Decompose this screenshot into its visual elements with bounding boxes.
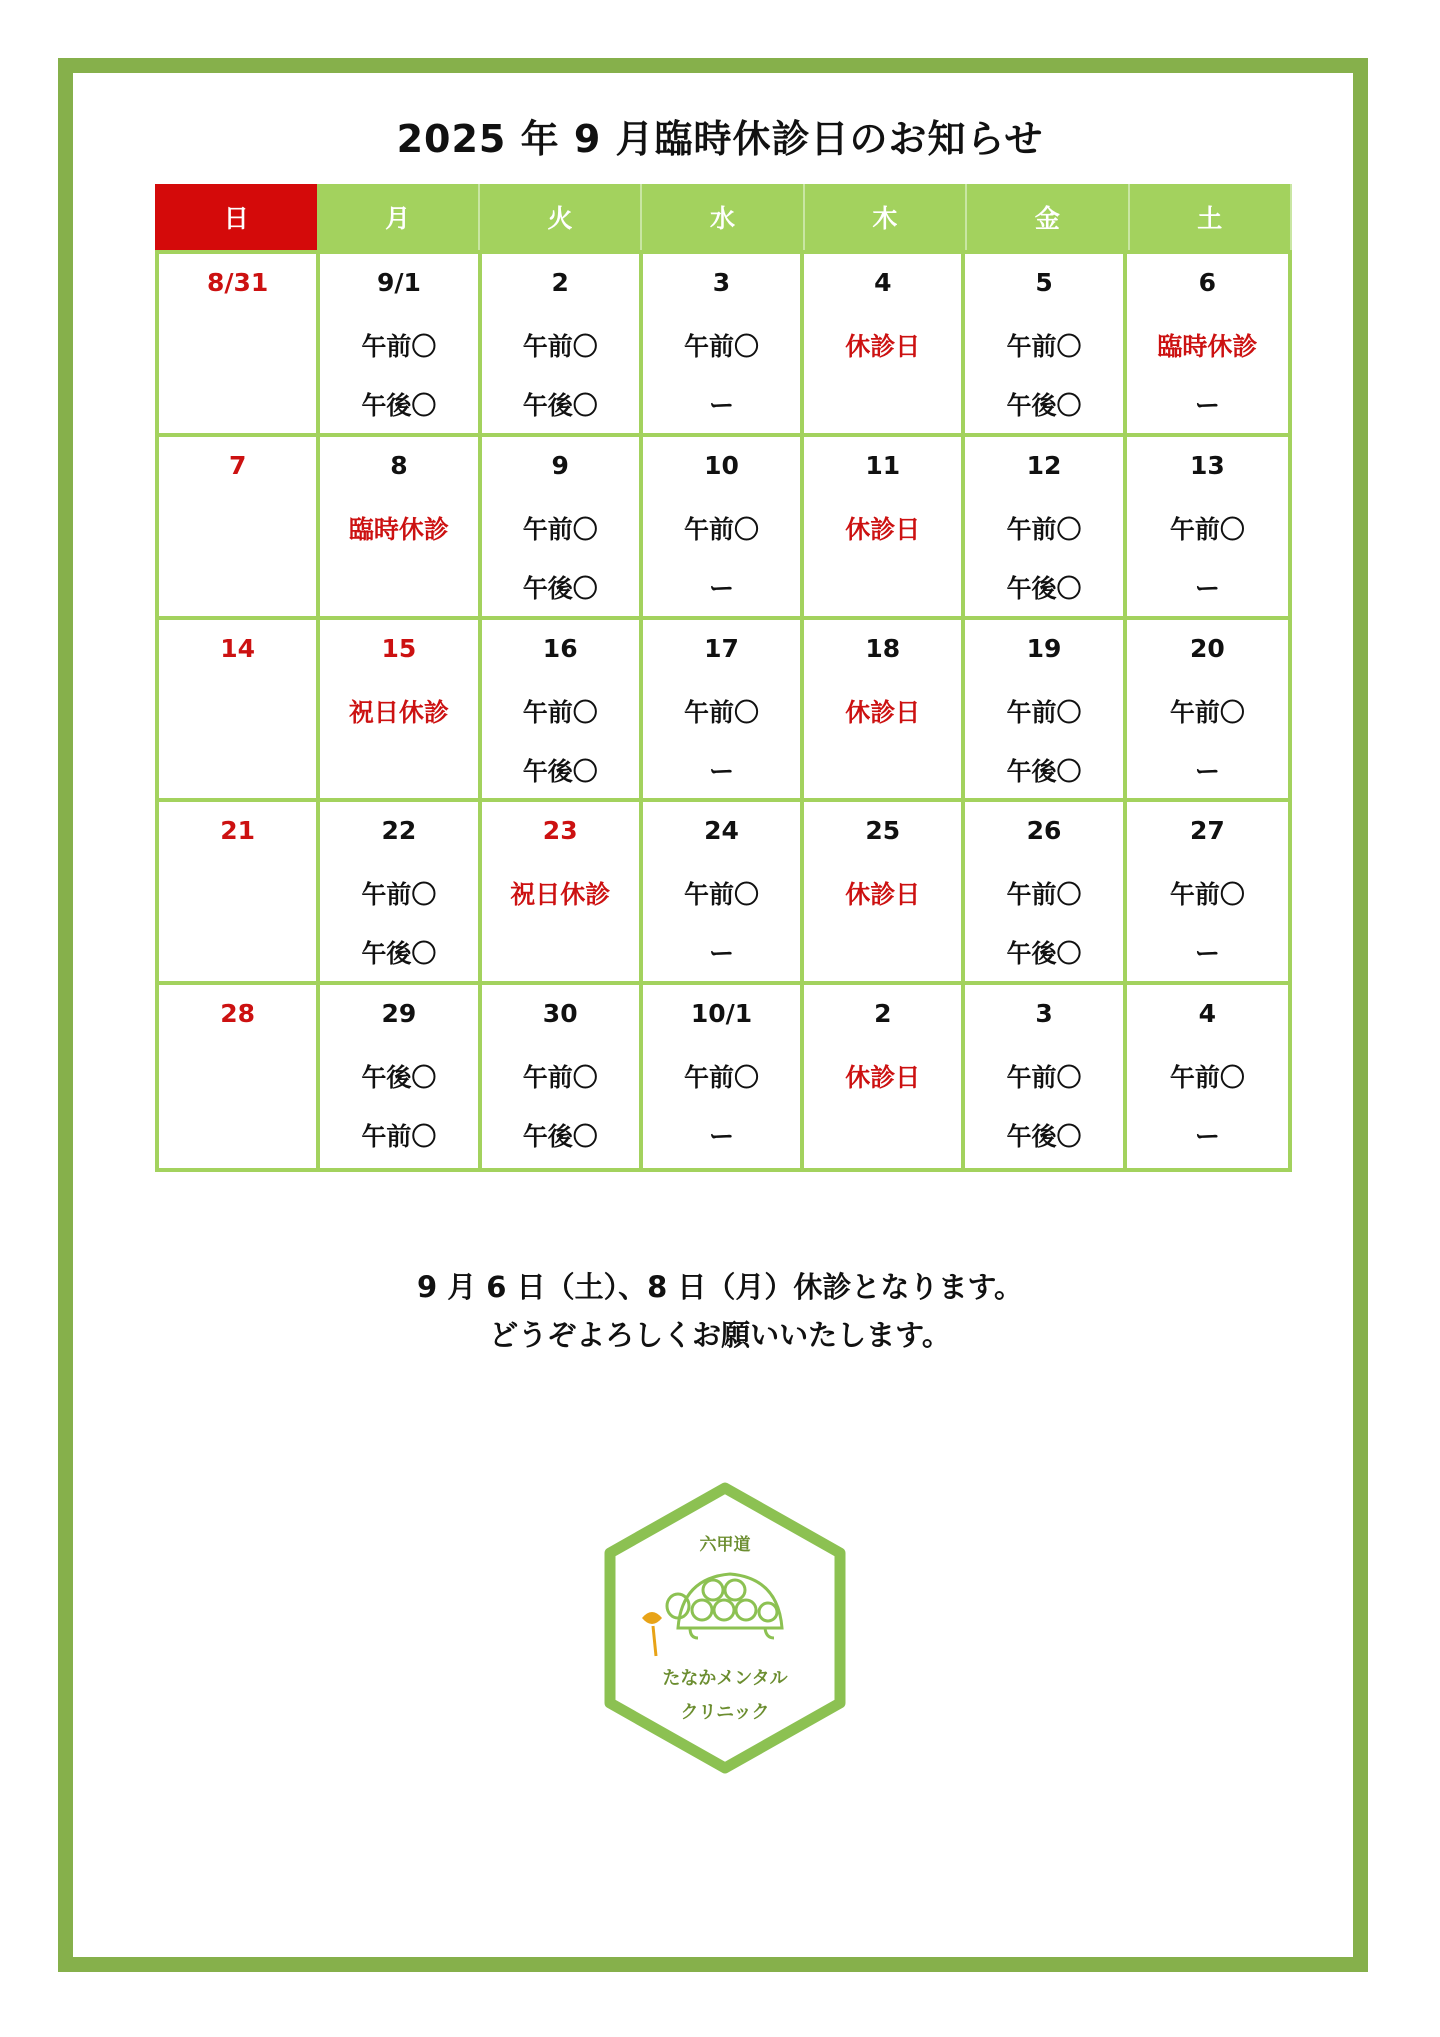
weekday-4: 木	[805, 184, 967, 250]
day-cell	[159, 437, 320, 620]
day-status: 午前〇	[1006, 880, 1082, 910]
day-date: 14	[220, 633, 256, 663]
day-cell	[1127, 437, 1288, 620]
day-status: 午前〇	[1169, 514, 1245, 544]
day-date: 2	[551, 268, 569, 297]
day-date: 16	[542, 633, 578, 663]
day-date: 18	[865, 633, 901, 663]
day-cell	[482, 254, 643, 437]
day-status: 午後〇	[522, 756, 598, 786]
clinic-logo	[590, 1478, 860, 1778]
day-date: 22	[381, 816, 417, 846]
day-cell	[965, 620, 1126, 803]
weekday-1: 月	[317, 184, 479, 250]
day-status: 休診日	[845, 880, 921, 910]
day-date: 30	[542, 999, 578, 1029]
day-date: 23	[542, 816, 578, 846]
day-status: 午後〇	[1006, 1122, 1082, 1152]
day-date: 27	[1189, 816, 1225, 846]
day-date: 8/31	[206, 268, 269, 297]
day-status: 午前〇	[683, 332, 759, 361]
day-date: 19	[1026, 633, 1062, 663]
day-status: 休診日	[845, 514, 921, 544]
day-date: 6	[1198, 268, 1217, 297]
day-cell	[482, 437, 643, 620]
day-date: 17	[704, 633, 739, 663]
day-cell	[804, 437, 965, 620]
day-status: 午前〇	[522, 514, 598, 544]
day-cell	[965, 254, 1126, 437]
weekday-2: 火	[480, 184, 642, 250]
day-status: 祝日休診	[510, 880, 611, 910]
day-cell	[643, 254, 804, 437]
logo-top-text: 六甲道	[699, 1535, 751, 1555]
day-status: 午前〇	[1006, 514, 1082, 544]
day-status: 午後〇	[1006, 573, 1082, 603]
day-status: ー	[1194, 756, 1220, 786]
day-status: 午前〇	[522, 1063, 598, 1093]
day-date: 15	[381, 633, 417, 663]
notice-line-2: どうぞよろしくお願いいたします。	[489, 1318, 951, 1352]
day-status: 午前〇	[683, 697, 759, 727]
day-status: 午後〇	[522, 573, 598, 603]
day-cell	[643, 437, 804, 620]
day-status: 臨時休診	[348, 514, 449, 544]
day-cell	[159, 985, 320, 1168]
day-date: 5	[1035, 268, 1053, 297]
day-date: 9	[551, 450, 569, 480]
day-status: 午前〇	[1006, 1063, 1082, 1093]
day-date: 24	[704, 816, 739, 846]
day-date: 8	[390, 450, 408, 480]
day-date: 21	[220, 816, 256, 846]
day-cell	[1127, 985, 1288, 1168]
day-date: 29	[381, 999, 417, 1029]
day-status: 午後〇	[361, 1063, 437, 1093]
day-date: 11	[865, 450, 901, 480]
day-date: 3	[1035, 999, 1053, 1029]
day-cell	[804, 620, 965, 803]
day-status: ー	[1194, 939, 1220, 969]
day-status: 午前〇	[522, 697, 598, 727]
day-cell	[482, 620, 643, 803]
day-status: 臨時休診	[1157, 332, 1258, 361]
weekday-header	[155, 184, 1292, 250]
day-cell	[320, 620, 481, 803]
day-status: 午前〇	[1169, 880, 1245, 910]
day-cell	[643, 802, 804, 985]
day-status: 午後〇	[1006, 939, 1082, 969]
day-cell	[482, 802, 643, 985]
day-cell	[1127, 254, 1288, 437]
day-date: 7	[228, 450, 247, 480]
day-cell	[804, 802, 965, 985]
day-status: 午前〇	[361, 880, 437, 910]
flower-icon	[642, 1612, 662, 1656]
day-status: 午前〇	[683, 514, 759, 544]
day-cell	[320, 802, 481, 985]
day-status: 午後〇	[522, 391, 598, 420]
day-date: 4	[1198, 999, 1217, 1029]
day-cell	[1127, 802, 1288, 985]
logo-name-line1: たなかメンタル	[662, 1668, 788, 1689]
day-cell	[320, 254, 481, 437]
day-cell	[804, 985, 965, 1168]
day-status: 休診日	[845, 1063, 921, 1093]
day-status: 休診日	[845, 697, 921, 727]
day-date: 20	[1189, 633, 1225, 663]
day-status: ー	[1194, 1122, 1220, 1152]
day-date: 13	[1189, 450, 1225, 480]
day-status: 休診日	[845, 332, 921, 361]
turtle-icon	[667, 1574, 782, 1638]
page-title: 2025 年 9 月臨時休診日のお知らせ	[396, 117, 1044, 161]
day-cell	[804, 254, 965, 437]
day-date: 28	[220, 999, 256, 1029]
weekday-3: 水	[642, 184, 804, 250]
day-status: 午前〇	[522, 332, 598, 361]
day-cell	[159, 254, 320, 437]
day-status: 午前〇	[1006, 332, 1082, 361]
day-status: 午前〇	[361, 1122, 437, 1152]
notice-line-1: 9 月 6 日（土）、8 日（月）休診となります。	[416, 1270, 1024, 1304]
day-date: 4	[874, 268, 892, 297]
day-cell	[159, 620, 320, 803]
day-status: ー	[708, 939, 734, 969]
day-cell	[965, 802, 1126, 985]
day-cell	[320, 985, 481, 1168]
day-status: 午後〇	[1006, 391, 1082, 420]
day-status: ー	[708, 756, 734, 786]
day-status: 午後〇	[522, 1122, 598, 1152]
day-cell	[159, 802, 320, 985]
weekday-5: 金	[967, 184, 1129, 250]
day-cell	[643, 985, 804, 1168]
day-date: 12	[1026, 450, 1062, 480]
day-status: 午前〇	[1006, 697, 1082, 727]
weekday-6: 土	[1130, 184, 1292, 250]
day-date: 10	[704, 450, 739, 480]
day-status: 午前〇	[683, 1063, 759, 1093]
day-date: 2	[874, 999, 892, 1029]
day-status: 午前〇	[1169, 1063, 1245, 1093]
day-status: 午前〇	[683, 880, 759, 910]
day-date: 3	[712, 268, 731, 297]
day-status: 午後〇	[361, 939, 437, 969]
day-date: 25	[865, 816, 901, 846]
day-status: ー	[708, 391, 734, 420]
day-status: 午前〇	[361, 332, 437, 361]
day-date: 10/1	[690, 999, 753, 1029]
logo-name-line2: クリニック	[680, 1702, 770, 1723]
day-status: 午前〇	[1169, 697, 1245, 727]
day-status: 午後〇	[1006, 756, 1082, 786]
day-cell	[1127, 620, 1288, 803]
day-cell	[643, 620, 804, 803]
calendar-grid	[155, 250, 1292, 1172]
day-status: ー	[708, 573, 734, 603]
day-cell	[482, 985, 643, 1168]
day-status: ー	[708, 1122, 734, 1152]
day-status: 午後〇	[361, 391, 437, 420]
weekday-0: 日	[155, 184, 317, 250]
day-cell	[320, 437, 481, 620]
day-status: 祝日休診	[348, 697, 449, 727]
day-status: ー	[1194, 391, 1220, 420]
day-cell	[965, 437, 1126, 620]
day-date: 26	[1026, 816, 1062, 846]
day-cell	[965, 985, 1126, 1168]
calendar	[155, 184, 1292, 1172]
day-date: 9/1	[376, 268, 421, 297]
day-status: ー	[1194, 573, 1220, 603]
